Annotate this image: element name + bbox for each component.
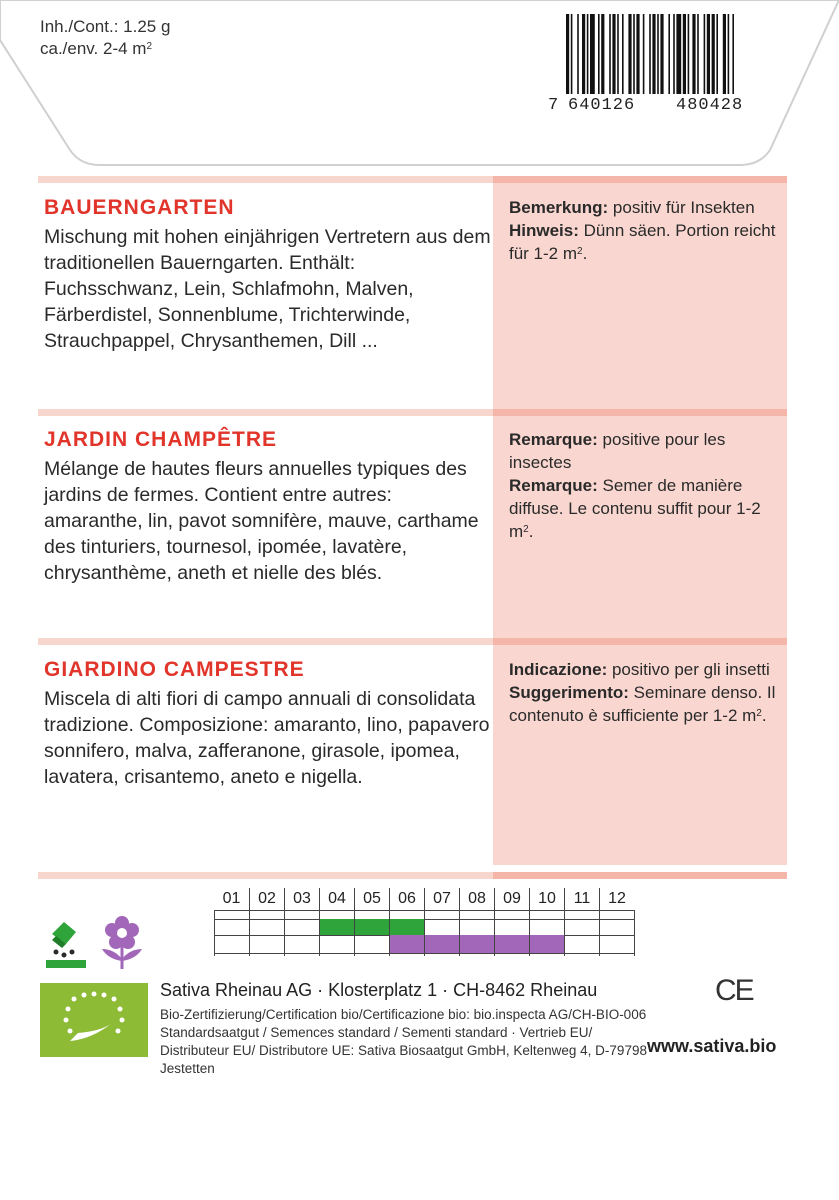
distribution-line: Standardsaatgut / Semences standard / Sementi standard · Vertrieb EU/ Distributeur EU/ Distributore UE: Sativa Biosaatgut GmbH, Keltenweg 4, D-79798 Jestetten xyxy=(160,1025,647,1076)
section-description-fr: Mélange de hautes fleurs annuelles typiques des jardins de fermes. Contient entre autres: amaranthe, lin, pavot somnifère, mauve, carthame des tinturiers, tournesol, ipomée, lavatère, chrysanthème, aneth et nielle des blés. xyxy=(44,458,479,584)
barcode-bar xyxy=(587,14,589,94)
calendar-month-05: 05 xyxy=(354,888,389,910)
content-weight: Inh./Cont.: 1.25 g xyxy=(40,17,171,36)
barcode-bar xyxy=(612,14,615,94)
calendar-month-01: 01 xyxy=(222,890,241,907)
section-notes-fr: Remarque: positive pour les insectes Remarque: Semer de manière diffuse. Le contenu suffit pour 1-2 $m^2$. xyxy=(509,430,761,541)
section-description-it: Miscela di alti fiori di campo annuali di consolidata tradizione. Composizione: amaranto, lino, papavero sonnifero, malva, zafferanone, girasole, ipomea, lavatera, crisantemo, aneto e nigella. xyxy=(44,688,490,788)
section-notes-it: Indicazione: positivo per gli insetti Suggerimento: Seminare denso. Il contenuto è sufficiente per 1-2 $m^2$. xyxy=(509,660,776,725)
grid-line xyxy=(354,910,355,956)
company-address: Sativa Rheinau AG · Klosterplatz 1 · CH-8462 Rheinau xyxy=(160,980,598,1000)
barcode-bar xyxy=(566,14,569,94)
grid-line xyxy=(284,910,285,956)
barcode-bar xyxy=(609,14,611,94)
flower-icon xyxy=(96,915,148,971)
barcode-bar xyxy=(590,14,595,94)
barcode-bar xyxy=(636,14,639,94)
grid-line xyxy=(634,910,635,956)
ean-barcode xyxy=(548,14,788,124)
ce-mark: CE xyxy=(715,974,753,1007)
barcode-bar xyxy=(676,14,681,94)
section-title-fr: JARDIN CHAMPÊTRE xyxy=(44,428,278,451)
grid-line xyxy=(494,910,495,956)
barcode-bar xyxy=(723,14,726,94)
coverage-area: ca./env. 2-4 $m^2$ xyxy=(40,39,153,58)
barcode-bar xyxy=(707,14,710,94)
barcode-bar xyxy=(633,14,635,94)
divider xyxy=(493,409,787,416)
barcode-bar xyxy=(692,14,695,94)
barcode-bar xyxy=(697,14,699,94)
grid-line xyxy=(389,910,390,956)
barcode-bar xyxy=(660,14,663,94)
sowing-period-bar xyxy=(319,919,424,935)
calendar-month-04: 04 xyxy=(319,888,354,910)
grid-line xyxy=(214,910,215,956)
barcode-bar xyxy=(657,14,659,94)
grid-line xyxy=(529,910,530,956)
barcode-bar xyxy=(582,14,585,94)
barcode-first-digit: 7 xyxy=(548,96,560,115)
calendar-months xyxy=(214,888,634,910)
grid-line xyxy=(424,910,425,956)
barcode-bar xyxy=(601,14,604,94)
barcode-bar xyxy=(617,14,619,94)
calendar-month-12: 12 xyxy=(599,888,634,910)
barcode-left-group: 640126 xyxy=(568,96,636,115)
calendar-month-09: 09 xyxy=(494,888,529,910)
divider xyxy=(493,176,787,183)
website-link[interactable]: www.sativa.bio xyxy=(647,1036,777,1056)
barcode-bar xyxy=(673,14,675,94)
grid-line xyxy=(599,910,600,956)
section-title-de: BAUERNGARTEN xyxy=(44,196,235,219)
barcode-bars xyxy=(566,14,786,94)
calendar-month-11: 11 xyxy=(564,888,599,910)
grid-line xyxy=(564,910,565,956)
barcode-bar xyxy=(683,14,686,94)
grid-line xyxy=(249,910,250,956)
calendar-month-07: 07 xyxy=(424,888,459,910)
barcode-bar xyxy=(628,14,631,94)
grid-line xyxy=(319,910,320,956)
barcode-bar xyxy=(643,14,645,94)
certification-line: Bio-Zertifizierung/Certification bio/Certificazione bio: bio.inspecta AG/CH-BIO-006 xyxy=(160,1007,647,1022)
barcode-bar xyxy=(716,14,718,94)
barcode-bar xyxy=(728,14,730,94)
barcode-bar xyxy=(712,14,715,94)
divider xyxy=(493,872,787,879)
barcode-bar xyxy=(688,14,690,94)
calendar-month-03: 03 xyxy=(284,888,319,910)
seed-sowing-icon xyxy=(42,922,88,970)
grid-line xyxy=(459,910,460,956)
calendar-month-08: 08 xyxy=(459,888,494,910)
calendar-grid xyxy=(214,910,634,956)
barcode-bar xyxy=(652,14,655,94)
section-notes-de: Bemerkung: positiv für Insekten Hinweis: Dünn säen. Portion reicht für 1-2 $m^2$. xyxy=(509,198,776,263)
bloom-period-bar xyxy=(389,935,564,953)
net-content xyxy=(40,16,170,60)
barcode-bar xyxy=(622,14,624,94)
calendar-month-10: 10 xyxy=(529,888,564,910)
eu-organic-logo xyxy=(40,983,148,1057)
barcode-bar xyxy=(577,14,579,94)
divider xyxy=(493,638,787,645)
calendar-month-02: 02 xyxy=(249,888,284,910)
calendar-month-06: 06 xyxy=(389,888,424,910)
barcode-bar xyxy=(704,14,706,94)
sowing-bloom-calendar xyxy=(214,888,634,968)
section-title-it: GIARDINO CAMPESTRE xyxy=(44,658,305,681)
barcode-bar xyxy=(649,14,651,94)
barcode-bar xyxy=(571,14,573,94)
barcode-bar xyxy=(598,14,600,94)
barcode-bar xyxy=(732,14,734,94)
barcode-bar xyxy=(668,14,670,94)
barcode-right-group: 480428 xyxy=(676,96,744,115)
section-description-de: Mischung mit hohen einjährigen Vertretern aus dem traditionellen Bauerngarten. Enthält: Fuchsschwanz, Lein, Schlafmohn, Malven, Färberdistel, Sonnenblume, Trichterwinde, Strauchpappel, Chrysanthemen, Dill ... xyxy=(44,226,491,352)
